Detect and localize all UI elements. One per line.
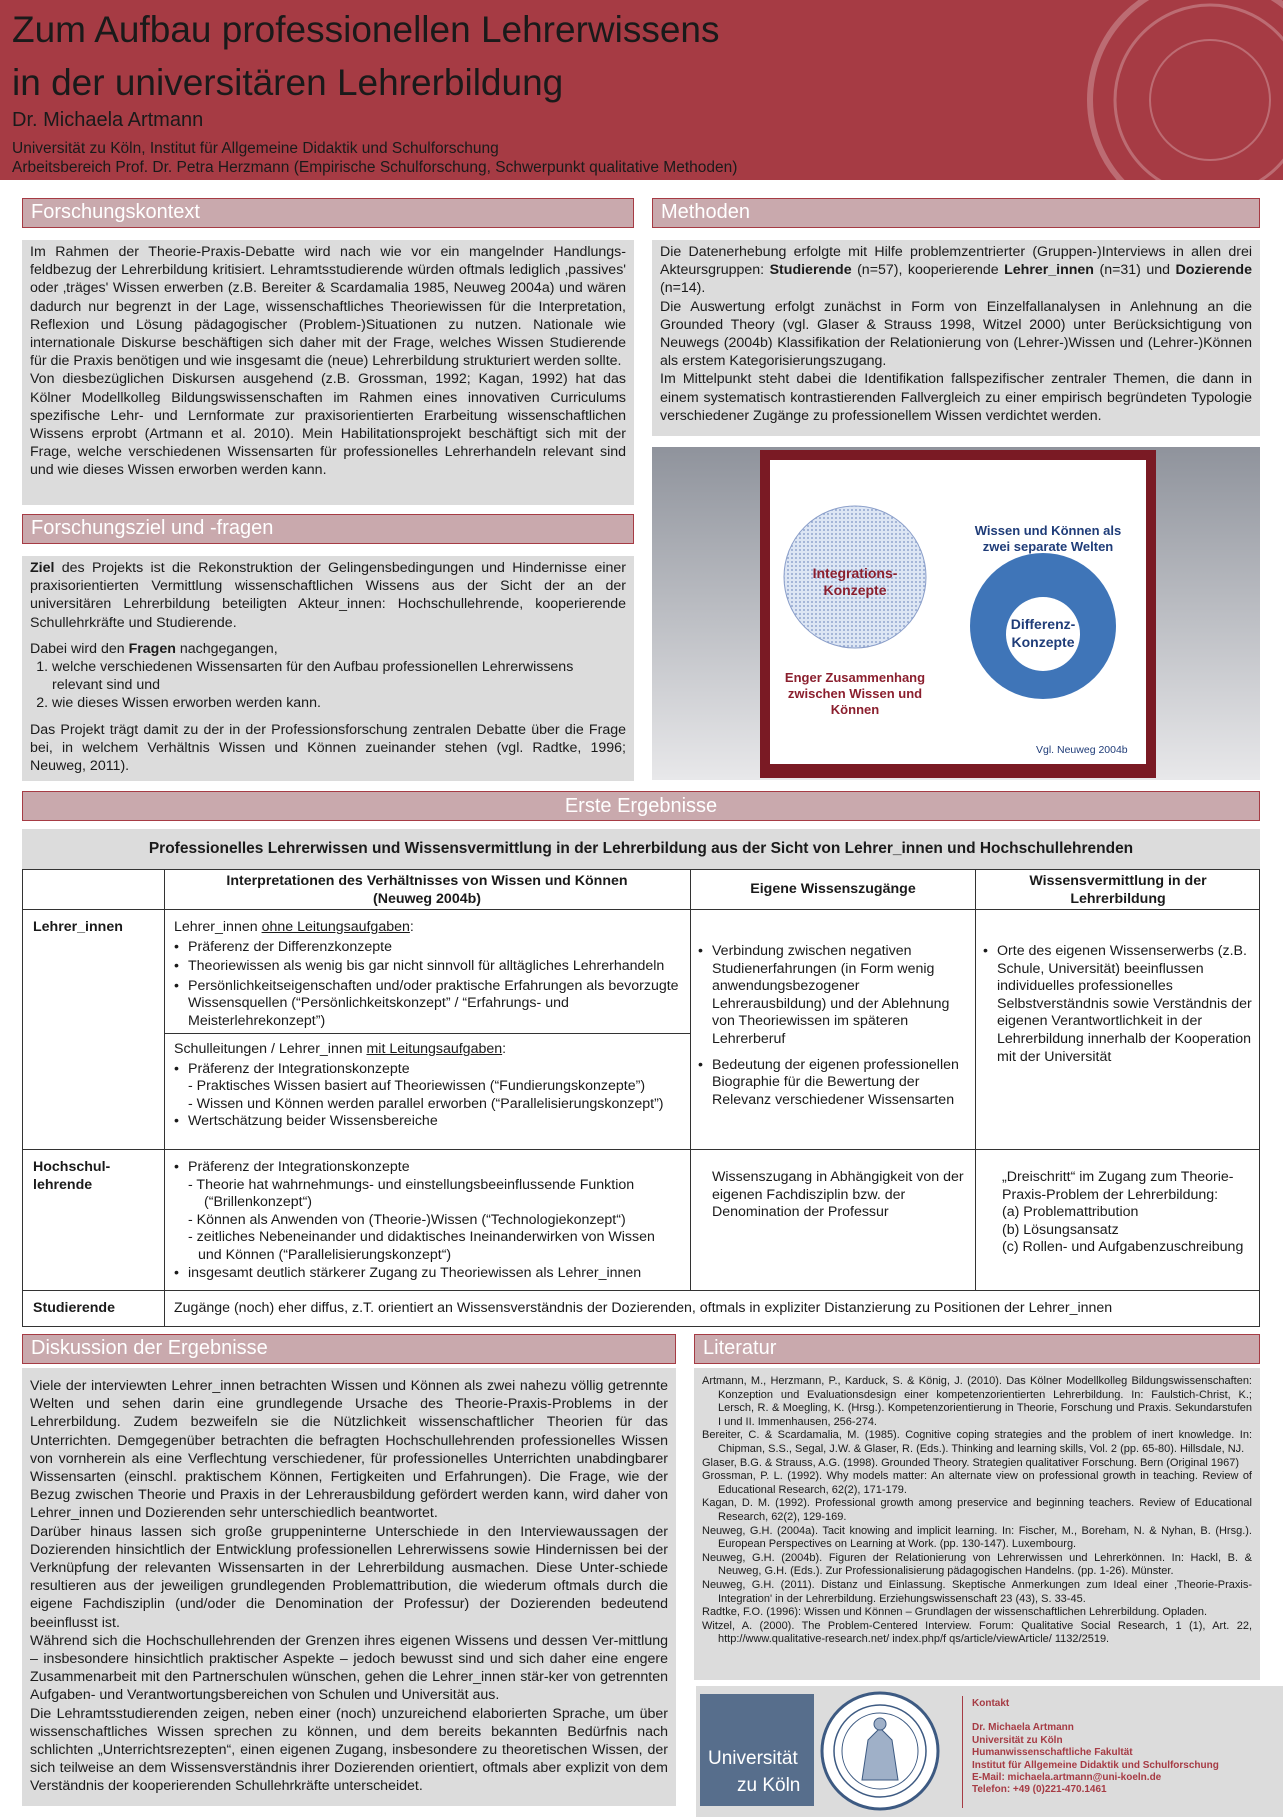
diskussion-body <box>22 1368 676 1806</box>
separate-welten-label <box>960 523 1136 555</box>
university-name-line1: Universität <box>708 1748 798 1769</box>
poster-author: Dr. Michaela Artmann <box>12 109 204 131</box>
separate-line2: zwei separate Welten <box>982 539 1114 554</box>
m-bold-lehrer: Lehrer_innen <box>1004 262 1094 279</box>
list-subitem: und Können (“Parallelisierungskonzept“) <box>198 1246 452 1263</box>
lehrer-wissensvermittlung-cell <box>983 943 1253 1066</box>
reference-item: Glaser, B.G. & Strauss, A.G. (1998). Grounded Theory. Strategien qualitativer Forschung. Bern (Original 1967) <box>702 1456 1240 1469</box>
contact-phone: Telefon: +49 (0)221-470.1461 <box>972 1784 1107 1796</box>
table-border-row2 <box>22 1290 1260 1291</box>
row-label-hochschullehrende <box>33 1159 110 1194</box>
differenz-line2: Konzepte <box>1011 634 1075 650</box>
diagram-panel <box>770 460 1146 764</box>
list-item: • insgesamt deutlich stärkerer Zugang zu Theoriewissen als Lehrer_innen <box>174 1265 684 1283</box>
col3-line1: Wissensvermittlung in der <box>1029 873 1207 889</box>
list-subitem: - zeitliches Nebeneinander und didaktisches Ineinanderwirken von Wissen <box>188 1229 655 1246</box>
l-b-head-pre: Schulleitungen / Lehrer_innen <box>174 1041 367 1057</box>
contact-institute: Institut für Allgemeine Didaktik und Schulforschung <box>972 1759 1219 1771</box>
section-heading-literatur: Literatur <box>694 1334 1260 1364</box>
section-heading-diskussion: Diskussion der Ergebnisse <box>22 1334 676 1364</box>
contact-email[interactable]: E-Mail: michaela.artmann@uni-koeln.de <box>972 1772 1162 1784</box>
col-header-wissensvermittlung <box>979 873 1257 908</box>
poster-title-line1: Zum Aufbau professionellen Lehrerwissens <box>12 9 720 50</box>
hochschul-list-2 <box>174 1265 684 1283</box>
integration-label <box>770 565 940 599</box>
lehrer-wissenszugaenge-cell <box>698 943 968 1109</box>
diskussion-paragraph-2: Darüber hinaus lassen sich große gruppeninterne Unterschiede in den Interviewaussagen der Dozierenden hinsichtlich der Entwicklung professionellen Lehrerwissens sowie Hindernissen bei der Verknüpfung der relevanten Wissensarten in der Lehrerbildung ausmachen. Diese Unter-schiede resultieren aus der jeweiligen grundlegenden Problemattribution, die wiederum oftmals durch die eigene Fachdisziplin (und/oder die Denomination der Professur) der Dozierenden bedeutend beeinflusst ist. <box>30 1523 668 1631</box>
lehrer-ohne-leitung-list <box>174 939 684 1031</box>
ziel-paragraph <box>30 559 626 632</box>
forschungsziel-body <box>22 556 634 781</box>
contact-name: Dr. Michaela Artmann <box>972 1722 1074 1734</box>
contact-heading: Kontakt <box>972 1698 1010 1709</box>
dreischritt-text: „Dreischritt“ im Zugang zum Theorie-Praxis-Problem der Lehrerbildung: <box>1002 1169 1234 1203</box>
poster-title-line2: in der universitären Lehrerbildung <box>12 62 564 103</box>
methoden-paragraph-1 <box>660 243 1252 298</box>
methoden-paragraph-2: Die Auswertung erfolgt zunächst in Form von Einzelfallanalysen in Anlehnung an die Grounded Theory (vgl. Glaser & Strauss 1998, Witzel 2000) unter Berücksichtigung von Neuwegs (2004b) Klassifikation der Relationierung von (Lehrer-)Wissen und (Lehrer-)Können als erstem Kategorisierungszugang. <box>660 298 1252 370</box>
list-subitem: - Praktisches Wissen basiert auf Theoriewissen (“Fundierungskonzepte”) <box>188 1078 646 1095</box>
l-b-head-underlined: mit Leitungsaufgaben <box>366 1041 503 1057</box>
reference-item: Neuweg, G.H. (2011). Distanz und Einlassung. Skeptische Anmerkungen zum Ideal einer ‚Theorie-Praxis-Integration' in der Lehrerbildung. Erziehungswissenschaft 23 (43), S. 33-45. <box>702 1578 1252 1605</box>
row-label-studierende: Studierende <box>33 1300 115 1316</box>
lehrer-wissenszugaenge-list <box>698 943 968 1109</box>
contact-divider <box>962 1696 963 1808</box>
integration-label-line2: Konzepte <box>823 582 887 598</box>
col-header-wissenszugaenge: Eigene Wissenszugänge <box>750 881 916 897</box>
table-subrow-divider <box>164 1033 690 1034</box>
schulleitungen-list <box>174 1061 684 1079</box>
l-a-head-post: : <box>409 919 414 935</box>
list-item: • Theoriewissen als wenig bis gar nicht sinnvoll für alltägliches Lehrerhandeln <box>174 958 684 976</box>
affiliation-line2: Arbeitsbereich Prof. Dr. Petra Herzmann (Empirische Schulforschung, Schwerpunkt qualitative Methoden) <box>12 159 738 176</box>
section-heading-ergebnisse: Erste Ergebnisse <box>22 791 1260 821</box>
row-label-lehrer: Lehrer_innen <box>33 919 123 935</box>
methoden-body <box>652 240 1260 436</box>
results-table <box>22 869 1260 1316</box>
forschungskontext-body <box>22 240 634 505</box>
list-item: • Persönlichkeitseigenschaften und/oder praktische Erfahrungen als bevorzugte Wissensquellen (“Persönlichkeitskonzept” / “Erfahrungs- und Meisterlehrekonzept”) <box>174 978 684 1031</box>
hochschul-wissensvermittlung-cell <box>1002 1169 1254 1257</box>
table-col-divider-2 <box>690 869 691 1290</box>
list-item: • Präferenz der Integrationskonzepte <box>174 1061 684 1079</box>
reference-item: Grossman, P. L. (1992). Why models matter: An alternate view on professional growth in teaching. Review of Educational Research, 62(2), 171-179. <box>702 1470 1252 1496</box>
reference-item: Artmann, M., Herzmann, P., Karduck, S. & König, J. (2010). Das Kölner Modellkolleg Bildungswissenschaften: Konzeption und Evaluationsdesign einer kompetenzorientierten Lehrerbildung. In: Faulstich-Christ, K.; Lersch, R. & Moegling, K. (Hrsg.). Kompetenzorientierung in Theorie, Forschung und Praxis. Sekundarstufen I und II. Immenhausen, 256-274. <box>702 1375 1252 1428</box>
diskussion-paragraph-3: Während sich die Hochschullehrenden der Grenzen ihres eigenen Wissens und dessen Ver-mittlung – insbesondere hinsichtlich praktischer Aspekte – jedoch bewusst sind und sich daher eine engere Zusammenarbeit mit den Partnerschulen wünschen, gehen die Lehrer_innen stär-ker von getrennten Aufgaben- und Verantwortungsbereichen von Schulen und Universität aus. <box>30 1632 668 1704</box>
diskussion-paragraph-4: Die Lehramtsstudierenden zeigen, neben einer (noch) unzureichend elaborierten Sprache, um über wissenschaftliches Wissen sprechen zu können, und dem bereits bekannten Bedürfnis nach schlichten „Unterrichtsrezepten“, einen eigenen Zugang, insbesondere zu theoretischen Wissen, der sich teilweise an dem Wissensverständnis ihrer Dozierenden orientiert, oftmals aber explizit von dem Verständnis der kooperierenden Schullehrkräfte unterscheidet. <box>30 1705 668 1795</box>
row-hochschul-line2: lehrende <box>33 1176 93 1193</box>
schulleitungen-heading <box>174 1041 684 1059</box>
contact-faculty: Humanwissenschaftliche Fakultät <box>972 1747 1133 1759</box>
hochschul-wissenszugaenge-cell: Wissenszugang in Abhängigkeit von der eigenen Fachdisziplin bzw. der Denomination der Professur <box>712 1169 964 1221</box>
table-border-header <box>22 909 1260 910</box>
methoden-paragraph-3: Im Mittelpunkt steht dabei die Identifikation fallspezifischer zentraler Themen, die dann in einem systematisch kontrastierenden Fallvergleich zu einer empirisch begründeten Typologie verschiedener Zugänge zu professionellem Wissen verdichtet werden. <box>660 371 1252 424</box>
table-border-bottom <box>22 1326 1260 1327</box>
reference-item: Witzel, A. (2000). The Problem-Centered Interview. Forum: Qualitative Social Research, 1 (1), Art. 22, http://www.qualitative-research.net/ index.php/f qs/article/viewArticle/ 1132/2519. <box>702 1619 1252 1646</box>
university-seal-watermark-icon <box>1080 0 1283 180</box>
schulleitungen-list-2 <box>174 1113 684 1131</box>
table-col-divider-3 <box>975 869 976 1290</box>
university-seal-icon <box>818 1690 942 1812</box>
col3-line2: Lehrerbildung <box>1070 890 1166 907</box>
l-a-head-pre: Lehrer_innen <box>174 919 262 935</box>
university-name-line2: zu Köln <box>737 1775 801 1796</box>
reference-item: Bereiter, C. & Scardamalia, M. (1985). Cognitive coping strategies and the problem of inert knowledge. In: Chipman, S.S., Segal, J.W. & Glaser, R. (Eds.). Thinking and learning skills, Vol. 2 (pp. 65-80). Hillsdale, NJ. <box>702 1429 1252 1455</box>
m-text-c: (n=31) und <box>1093 262 1176 279</box>
fragen-pre: Dabei wird den <box>30 640 129 657</box>
list-item: • Präferenz der Differenzkonzepte <box>174 939 684 957</box>
enger-line2: zwischen Wissen und <box>787 686 923 701</box>
ziel-closing-paragraph: Das Projekt trägt damit zu der in der Professionsforschung zentralen Debatte über die Frage bei, in welchem Verhältnis Wissen und Können zueinander stehen (vgl. Radtke, 1996; Neuweg, 2011). <box>30 721 626 775</box>
table-col-divider-1 <box>164 869 165 1327</box>
affiliation-line1: Universität zu Köln, Institut für Allgemeine Didaktik und Schulforschung <box>12 140 499 157</box>
enger-line1: Enger Zusammenhang <box>784 670 926 685</box>
differenz-label <box>993 615 1093 651</box>
ziel-bold: Ziel <box>30 560 55 576</box>
m-text-b: (n=57), kooperierende <box>851 262 1005 279</box>
dreischritt-b: (b) Lösungsansatz <box>1002 1221 1119 1238</box>
hochschul-interpretationen-cell <box>174 1159 684 1282</box>
section-heading-forschungskontext: Forschungskontext <box>22 198 634 228</box>
forschungskontext-paragraph-2: Von diesbezüglichen Diskursen ausgehend (z.B. Grossman, 1992; Kagan, 1992) hat das Kölner Modellkolleg Bildungswissenschaften im Rahmen eines innovativen Curriculums spezifische Lehr- und Lernformate zur praxisorientierten Erarbeitung wissenschaftlichen Wissens erprobt (Artmann et al. 2010). Mein Habilitationsprojekt beschäftigt sich mit der Frage, welche verschiedenen Wissensarten für professionelles Lehrerhandeln relevant sind und wie dieses Wissen erworben werden kann. <box>30 371 626 479</box>
reference-item: Neuweg, G.H. (2004b). Figuren der Relationierung von Lehrerwissen und Lehrerkönnen. In: Hackl, B. & Neuweg, G.H. (Eds.). Zur Professionalisierung pädagogischen Handelns. (pp. 1-26). Münster. <box>702 1551 1252 1578</box>
forschungskontext-paragraph-1: Im Rahmen der Theorie-Praxis-Debatte wird nach wie vor ein mangelnder Handlungs-feldbezug der Lehrerbildung kritisiert. Lehramtsstudierende würden oftmals lediglich ‚passives' oder ‚träges' Wissen erwerben (z.B. Bereiter & Scardamalia 1985, Neuweg 2004a) und wären dadurch nur begrenzt in der Lage, wissenschaftliches Theoriewissen für die Interpretation, Reflexion und Lösung pädagogischer (Problem-)Situationen zu nutzen. Nationale wie internationale Diskurse beschäftigen sich daher mit der Frage, welches Wissen Studierende für die Praxis benötigen und wie insgesamt die (neue) Lehrerbildung strukturiert werden sollte. <box>30 244 626 370</box>
list-item: • Wertschätzung beider Wissensbereiche <box>174 1113 684 1131</box>
list-item: • Verbindung zwischen negativen Studienerfahrungen (in Form wenig anwendungsbezogener Lehrerausbildung) und der Ablehnung von Theoriewissen im späteren Lehrerberuf <box>698 943 968 1049</box>
m-text-e: (n=14). <box>660 280 706 297</box>
fragen-post: nachgegangen, <box>175 640 278 657</box>
fragen-list <box>52 658 626 713</box>
lehrer-ohne-leitung-cell <box>174 919 684 1031</box>
list-item: • Bedeutung der eigenen professionellen Biographie für die Bewertung der Relevanz verschiedener Wissensarten <box>698 1057 968 1110</box>
list-subitem: - Können als Anwenden von (Theorie-)Wissen (“Technologiekonzept“) <box>188 1211 626 1228</box>
col1-line2: (Neuweg 2004b) <box>372 890 481 907</box>
diagram-source: Vgl. Neuweg 2004b <box>1036 744 1128 756</box>
contact-block <box>972 1698 1219 1797</box>
frage-1: 1. welche verschiedenen Wissensarten für den Aufbau professionellen Lehrerwissens relevant sind und <box>52 658 626 694</box>
enger-zusammenhang-label <box>770 670 940 718</box>
lehrer-ohne-leitung-heading <box>174 919 684 937</box>
section-heading-methoden: Methoden <box>652 198 1260 228</box>
contact-university: Universität zu Köln <box>972 1734 1063 1746</box>
diskussion-paragraph-1: Viele der interviewten Lehrer_innen betrachten Wissen und Können als zwei nahezu völlig getrennte Welten und sehen darin eine grundlegende Ursache des Theorie-Praxis-Problems in der Lehrerbildung. Zudem bezweifeln sie die Nützlichkeit wissenschaftlicher Theorien für das Unterrichten. Demgegenüber betrachten die befragten Hochschullehrenden professionelles Wissen von vornherein als eine Verflechtung verschiedener, für professionelles Unterrichten unabdingbarer Wissensarten (einschl. praktischem Können, Fertigkeiten und Erfahrungen). Die Frage, wie der Bezug zwischen Theorie und Praxis in der Lehrerausbildung gefördert werden kann, wird daher von Lehrer_innen und Dozierenden sehr unterschiedlich beantwortet. <box>30 1378 668 1522</box>
differenz-line1: Differenz- <box>1010 616 1076 632</box>
separate-line1: Wissen und Können als <box>974 523 1122 538</box>
schulleitungen-cell <box>174 1041 684 1131</box>
integration-differenz-diagram <box>770 460 1146 764</box>
literatur-body <box>694 1368 1260 1680</box>
results-table-title: Professionelles Lehrerwissen und Wissensvermittlung in der Lehrerbildung aus der Sicht von Lehrer_innen und Hochschullehrenden <box>22 829 1260 869</box>
list-subitem: (“Brillenkonzept“) <box>204 1194 313 1211</box>
m-bold-studierende: Studierende <box>769 262 852 279</box>
reference-item: Neuweg, G.H. (2004a). Tacit knowing and implicit learning. In: Fischer, M., Boreham, N. & Nyhan, B. (Hrsg.). European Perspectives on Learning at Work. (pp. 130-147). Luxembourg. <box>702 1524 1252 1551</box>
integration-label-line1: Integrations- <box>812 565 898 581</box>
l-b-head-post: : <box>502 1041 507 1057</box>
fragen-bold: Fragen <box>128 640 176 657</box>
hochschul-list <box>174 1159 684 1177</box>
list-item: • Orte des eigenen Wissenserwerbs (z.B. Schule, Universität) beeinflussen individuelles professionelles Selbstverständnis sowie Verständnis der eigenen Verantwortlichkeit in der Lehrerbildung innerhalb der Kooperation mit der Universität <box>983 943 1253 1066</box>
table-border-row1 <box>22 1149 1260 1150</box>
dreischritt-c: (c) Rollen- und Aufgabenzuschreibung <box>1002 1239 1244 1256</box>
list-subitem: - Theorie hat wahrnehmungs- und einstellungsbeeinflussende Funktion <box>188 1176 635 1193</box>
fragen-intro <box>30 640 626 658</box>
col1-line1: Interpretationen des Verhältnisses von Wissen und Können <box>226 873 628 889</box>
reference-item: Radtke, F.O. (1996): Wissen und Können – Grundlagen der wissenschaftlichen Lehrerbildung. Opladen. <box>702 1606 1208 1619</box>
table-border-right <box>1259 869 1260 1327</box>
ziel-text: des Projekts ist die Rekonstruktion der Gelingensbedingungen und Hindernisse einer praxisorientierten Vermittlung wissenschaftlichen Wissens aus der Sicht der an der universitären Lehrerbildung beteiligten Akteur_innen: Hochschullehrende, kooperierende Schullehrkräfte und Studierende. <box>30 560 626 631</box>
table-border-top <box>22 869 1260 870</box>
studierende-cell: Zugänge (noch) eher diffus, z.T. orientiert an Wissensverständnis der Dozierenden, oftmals in expliziter Distanzierung zu Positionen der Lehrer_innen <box>174 1300 1113 1316</box>
reference-item: Kagan, D. M. (1992). Professional growth among preservice and beginning teachers. Review of Educational Research, 62(2), 129-169. <box>702 1497 1252 1523</box>
m-text-a: Die Datenerhebung erfolgte mit Hilfe problemzentrierter (Gruppen-)Interviews in allen drei Akteursgruppen: <box>660 244 1252 279</box>
dreischritt-a: (a) Problemattribution <box>1002 1204 1139 1221</box>
m-bold-dozierende: Dozierende <box>1175 262 1252 279</box>
frage-2: 2. wie dieses Wissen erworben werden kann. <box>52 694 626 712</box>
table-border-left <box>22 869 23 1327</box>
lehrer-wissensvermittlung-list <box>983 943 1253 1066</box>
list-item: • Präferenz der Integrationskonzepte <box>174 1159 684 1177</box>
l-a-head-underlined: ohne Leitungsaufgaben <box>261 919 410 935</box>
row-hochschul-line1: Hochschul- <box>33 1159 111 1175</box>
list-subitem: - Wissen und Können werden parallel erworben (“Parallelisierungskonzept”) <box>188 1095 664 1112</box>
col-header-interpretationen <box>168 873 686 908</box>
enger-line3: Können <box>830 702 880 717</box>
section-heading-forschungsziel: Forschungsziel und -fragen <box>22 514 634 544</box>
